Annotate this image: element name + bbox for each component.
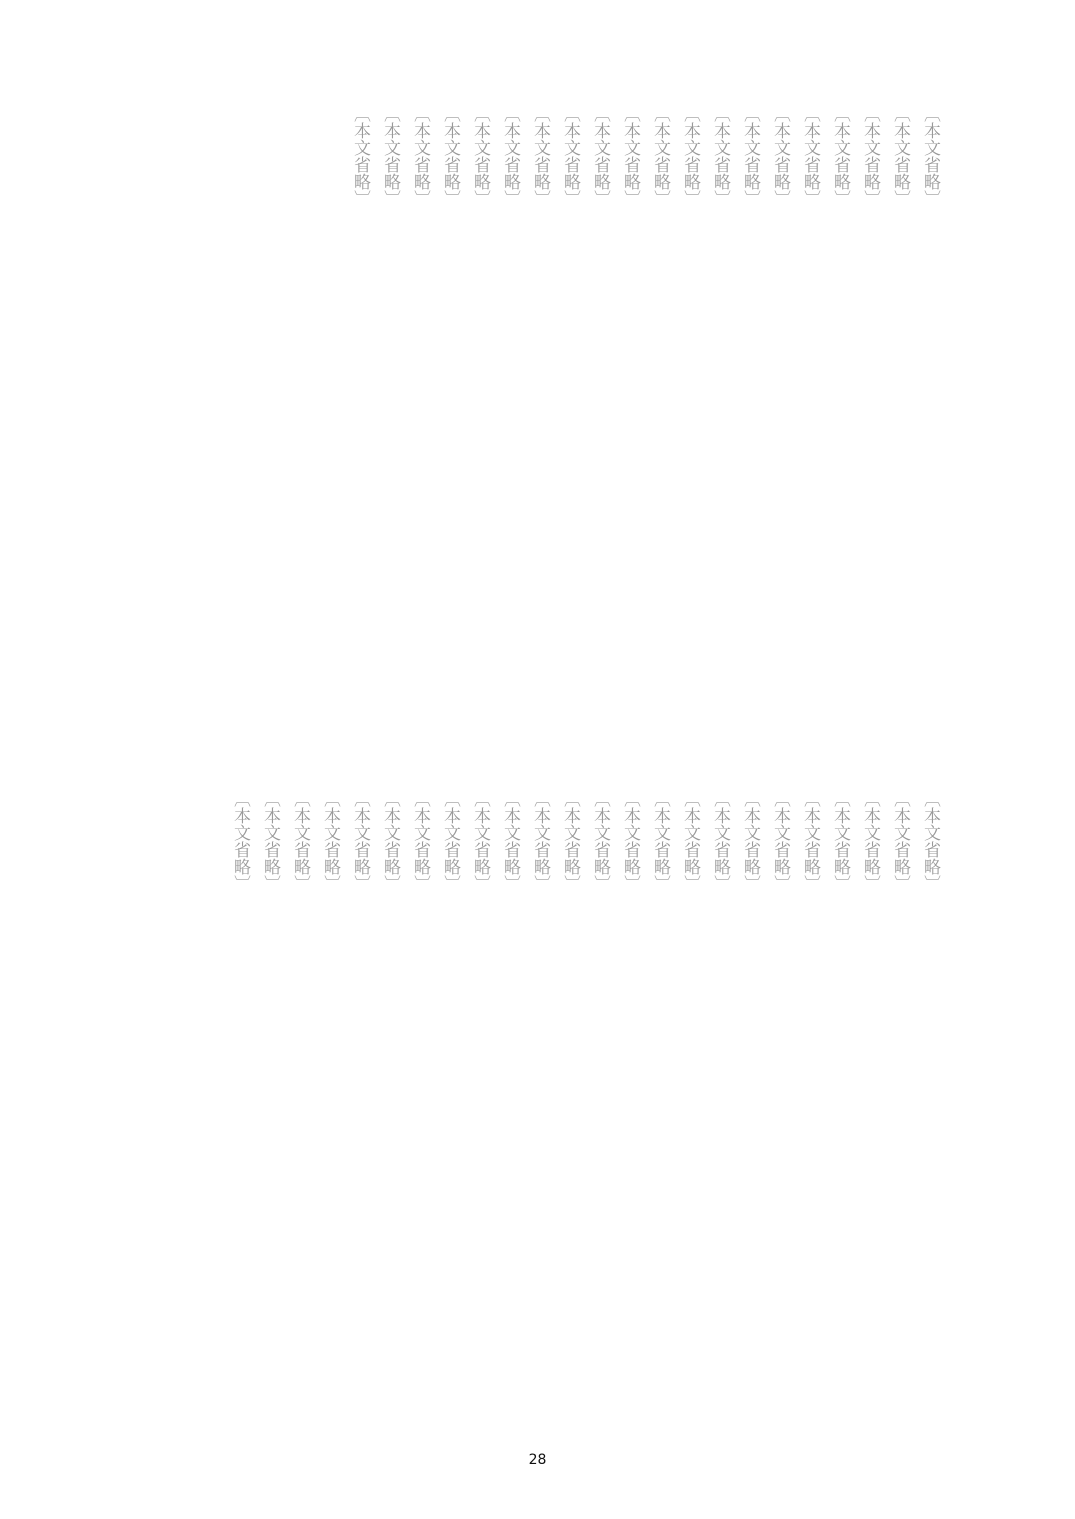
text-line: 〔本文省略〕 — [320, 790, 340, 892]
text-line: 〔本文省略〕 — [920, 105, 940, 207]
text-line: 〔本文省略〕 — [650, 790, 670, 892]
text-line: 〔本文省略〕 — [440, 105, 460, 207]
text-line: 〔本文省略〕 — [530, 105, 550, 207]
text-line: 〔本文省略〕 — [230, 790, 250, 892]
text-line: 〔本文省略〕 — [380, 105, 400, 207]
text-line: 〔本文省略〕 — [470, 105, 490, 207]
text-line: 〔本文省略〕 — [410, 790, 430, 892]
text-line: 〔本文省略〕 — [740, 105, 760, 207]
text-line: 〔本文省略〕 — [860, 790, 880, 892]
text-line: 〔本文省略〕 — [770, 105, 790, 207]
text-line: 〔本文省略〕 — [680, 105, 700, 207]
text-line: 〔本文省略〕 — [920, 790, 940, 892]
text-line: 〔本文省略〕 — [590, 790, 610, 892]
text-line: 〔本文省略〕 — [830, 105, 850, 207]
text-line: 〔本文省略〕 — [560, 790, 580, 892]
upper-text-block — [345, 105, 945, 695]
text-line: 〔本文省略〕 — [620, 105, 640, 207]
text-line: 〔本文省略〕 — [830, 790, 850, 892]
text-line: 〔本文省略〕 — [770, 790, 790, 892]
text-line: 〔本文省略〕 — [680, 790, 700, 892]
text-line: 〔本文省略〕 — [260, 790, 280, 892]
text-line: 〔本文省略〕 — [380, 790, 400, 892]
text-line: 〔本文省略〕 — [440, 790, 460, 892]
text-line: 〔本文省略〕 — [890, 105, 910, 207]
text-line: 〔本文省略〕 — [290, 790, 310, 892]
text-line: 〔本文省略〕 — [860, 105, 880, 207]
text-line: 〔本文省略〕 — [650, 105, 670, 207]
text-line: 〔本文省略〕 — [710, 790, 730, 892]
text-line: 〔本文省略〕 — [890, 790, 910, 892]
text-line: 〔本文省略〕 — [590, 105, 610, 207]
lower-text-block — [225, 790, 945, 1380]
text-line: 〔本文省略〕 — [740, 790, 760, 892]
text-line: 〔本文省略〕 — [470, 790, 490, 892]
text-line: 〔本文省略〕 — [500, 105, 520, 207]
text-line: 〔本文省略〕 — [350, 790, 370, 892]
text-line: 〔本文省略〕 — [710, 105, 730, 207]
text-line: 〔本文省略〕 — [530, 790, 550, 892]
text-line: 〔本文省略〕 — [800, 105, 820, 207]
text-line: 〔本文省略〕 — [620, 790, 640, 892]
text-line: 〔本文省略〕 — [410, 105, 430, 207]
text-line: 〔本文省略〕 — [500, 790, 520, 892]
page-number: 28 — [528, 1452, 547, 1468]
text-line: 〔本文省略〕 — [350, 105, 370, 207]
text-line: 〔本文省略〕 — [560, 105, 580, 207]
text-line: 〔本文省略〕 — [800, 790, 820, 892]
